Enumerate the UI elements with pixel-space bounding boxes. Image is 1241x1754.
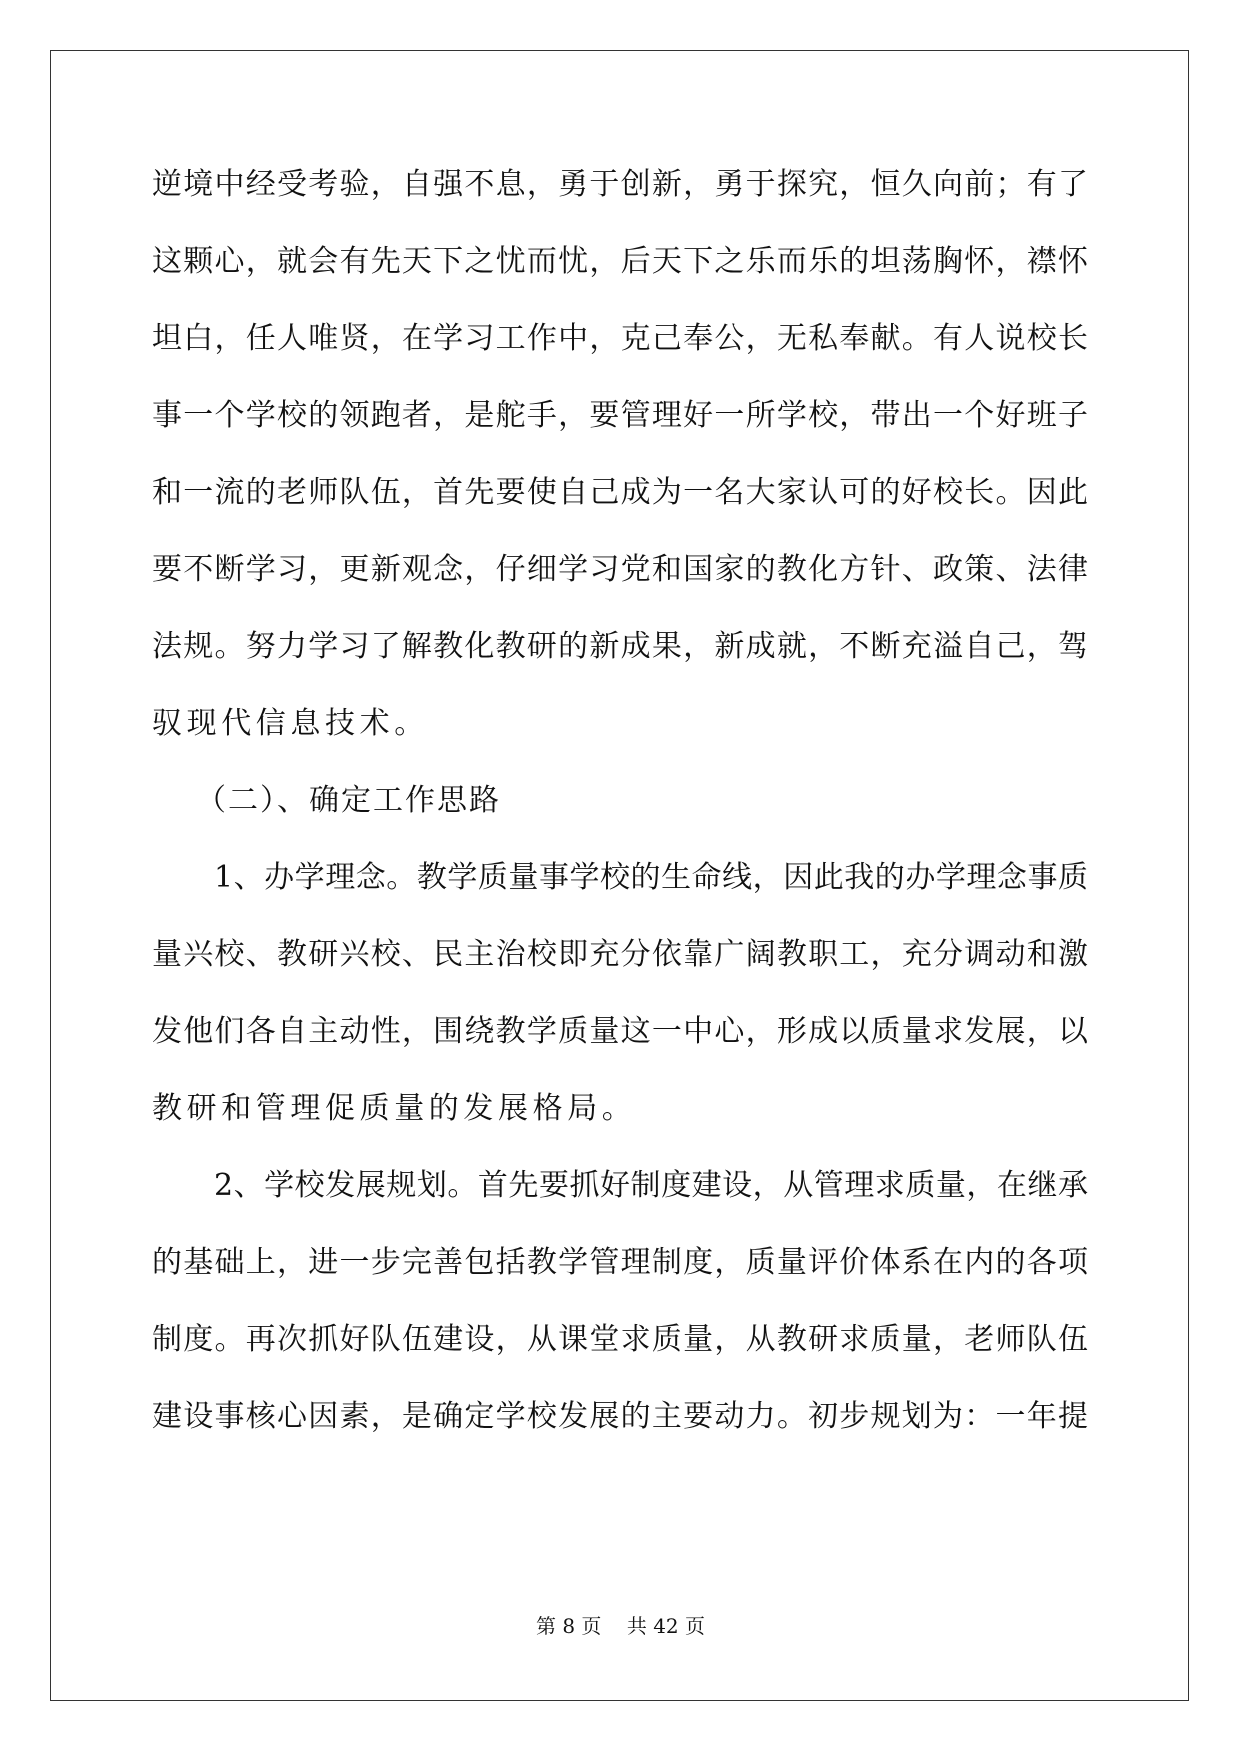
text-line: 逆境中经受考验，自强不息，勇于创新，勇于探究，恒久向前；有了 <box>152 167 1088 202</box>
section-heading: （二）、确定工作思路 <box>196 783 501 818</box>
text-line: 制度。再次抓好队伍建设，从课堂求质量，从教研求质量，老师队伍 <box>152 1322 1088 1357</box>
text-line: 法规。努力学习了解教化教研的新成果，新成就，不断充溢自己，驾 <box>152 629 1088 664</box>
text-line: 和一流的老师队伍，首先要使自己成为一名大家认可的好校长。因此 <box>152 475 1088 510</box>
text-line: 量兴校、教研兴校、民主治校即充分依靠广阔教职工，充分调动和激 <box>152 937 1088 972</box>
text-line: 坦白，任人唯贤，在学习工作中，克己奉公，无私奉献。有人说校长 <box>152 321 1088 356</box>
text-line: 这颗心，就会有先天下之忧而忧，后天下之乐而乐的坦荡胸怀，襟怀 <box>152 244 1088 279</box>
text-line: 教研和管理促质量的发展格局。 <box>152 1091 637 1126</box>
text-line: 事一个学校的领跑者，是舵手，要管理好一所学校，带出一个好班子 <box>152 398 1088 433</box>
text-line: 1、办学理念。教学质量事学校的生命线，因此我的办学理念事质 <box>214 860 1088 895</box>
text-line: 发他们各自主动性，围绕教学质量这一中心，形成以质量求发展，以 <box>152 1014 1088 1049</box>
text-line: 2、学校发展规划。首先要抓好制度建设，从管理求质量，在继承 <box>214 1168 1088 1203</box>
text-line: 要不断学习，更新观念，仔细学习党和国家的教化方针、政策、法律 <box>152 552 1088 587</box>
text-line: 建设事核心因素，是确定学校发展的主要动力。初步规划为：一年提 <box>152 1399 1088 1434</box>
text-line: 的基础上，进一步完善包括教学管理制度，质量评价体系在内的各项 <box>152 1245 1088 1280</box>
text-line: 驭现代信息技术。 <box>152 706 429 741</box>
page-number-footer: 第 8 页 共 42 页 <box>535 1614 706 1638</box>
